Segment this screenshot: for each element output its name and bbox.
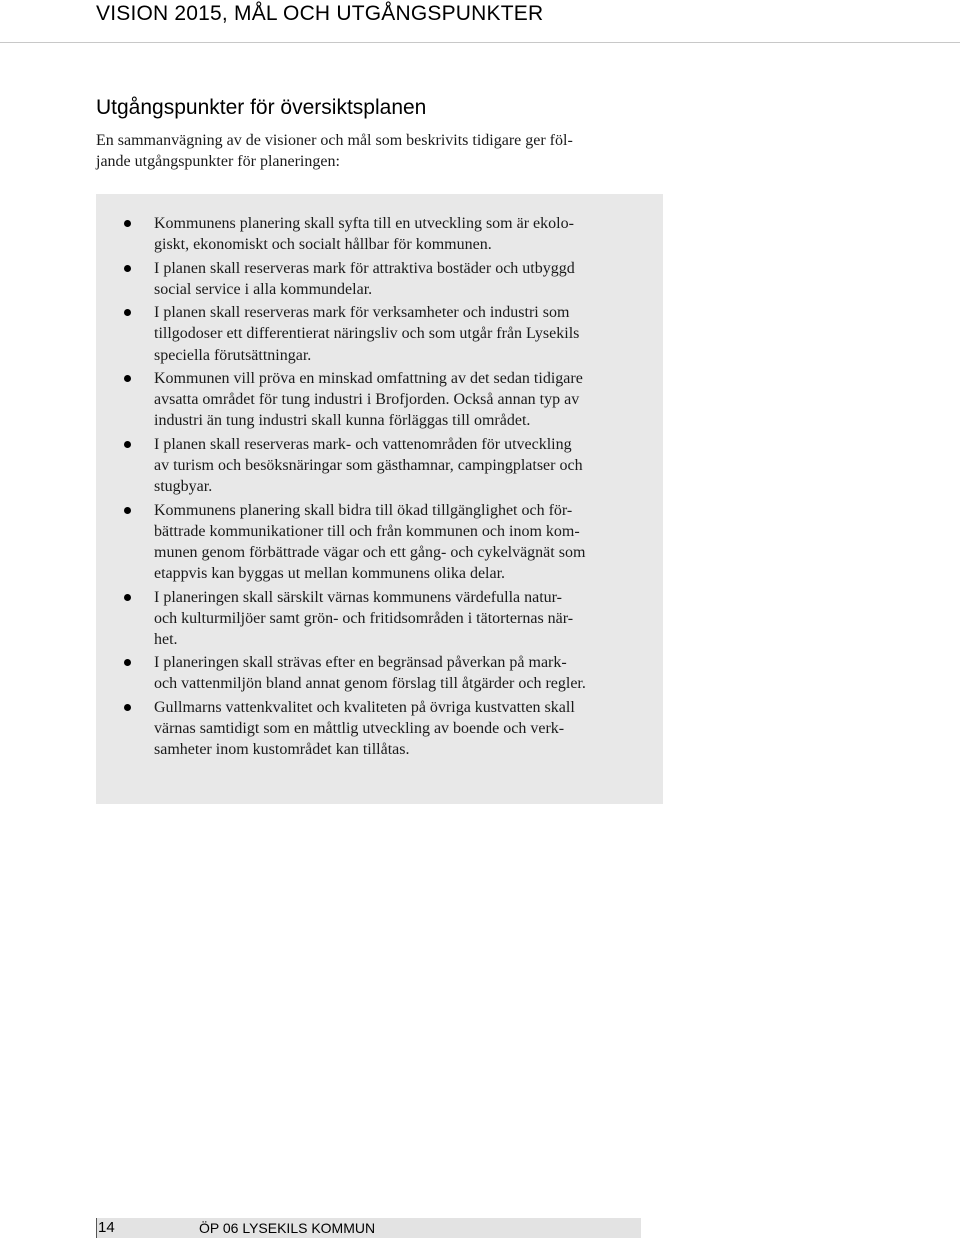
page-header-title: VISION 2015, MÅL OCH UTGÅNGSPUNKTER <box>96 2 544 25</box>
intro-line: En sammanvägning av de visioner och mål som beskrivits tidigare ger föl- <box>96 132 573 149</box>
bullet-icon <box>124 265 131 272</box>
list-item-line: och kulturmiljöer samt grön- och fritidsområden i tätorternas när- <box>154 609 574 627</box>
list-item-line: I planen skall reserveras mark för attraktiva bostäder och utbyggd <box>154 259 575 277</box>
bullet-icon <box>124 659 131 666</box>
list-item-line: stugbyar. <box>154 478 213 496</box>
list-item-line: social service i alla kommundelar. <box>154 280 373 298</box>
section-heading: Utgångspunkter för översiktsplanen <box>96 96 427 119</box>
list-item-line: Kommunen vill pröva en minskad omfattning av det sedan tidigare <box>154 370 583 388</box>
bullet-icon <box>124 220 131 227</box>
list-item-line: etappvis kan byggas ut mellan kommunens olika delar. <box>154 565 506 582</box>
starting-points-list <box>96 213 663 763</box>
list-item-line: I planeringen skall särskilt värnas kommunens värdefulla natur- <box>154 588 562 606</box>
list-item <box>96 697 663 760</box>
bullet-icon <box>124 441 131 448</box>
list-item-line: munen genom förbättrade vägar och ett gång- och cykelvägnät som <box>154 543 586 561</box>
intro-line: jande utgångspunkter för planeringen: <box>96 152 340 170</box>
page-number: 14 <box>98 1219 115 1236</box>
list-item-line: av turism och besöksnäringar som gästhamnar, campingplatser och <box>154 457 583 475</box>
list-item-line: samheter inom kustområdet kan tillåtas. <box>154 741 410 759</box>
bullet-icon <box>124 309 131 316</box>
list-item-line: speciella förutsättningar. <box>154 346 312 364</box>
list-item-line: värnas samtidigt som en måttlig utveckling av boende och verk- <box>154 720 565 738</box>
list-item <box>96 213 663 255</box>
bullet-icon <box>124 507 131 514</box>
bullet-icon <box>124 375 131 382</box>
intro-paragraph <box>96 131 656 172</box>
list-item-line: bättrade kommunikationer till och från kommunen och inom kom- <box>154 522 580 540</box>
list-item <box>96 500 663 584</box>
list-item-line: giskt, ekonomiskt och socialt hållbar för kommunen. <box>154 236 492 254</box>
list-item-line: Kommunens planering skall syfta till en utveckling som är ekolo- <box>154 215 574 232</box>
list-item-line: Gullmarns vattenkvalitet och kvaliteten på övriga kustvatten skall <box>154 699 575 717</box>
list-item-line: Kommunens planering skall bidra till ökad tillgänglighet och för- <box>154 501 573 519</box>
list-item <box>96 587 663 650</box>
list-item-line: avsatta området för tung industri i Brofjorden. Också annan typ av <box>154 391 580 409</box>
header-divider <box>0 42 960 43</box>
list-item <box>96 368 663 431</box>
bullet-icon <box>124 594 131 601</box>
starting-points-box <box>96 194 663 804</box>
list-item <box>96 258 663 300</box>
list-item-line: I planen skall reserveras mark för verksamheter och industri som <box>154 304 570 322</box>
list-item-line: I planeringen skall strävas efter en begränsad påverkan på mark- <box>154 654 567 672</box>
list-item-line: och vattenmiljön bland annat genom förslag till åtgärder och regler. <box>154 675 586 693</box>
bullet-icon <box>124 704 131 711</box>
list-item-line: het. <box>154 630 178 648</box>
list-item-line: industri än tung industri skall kunna förläggas till området. <box>154 412 531 430</box>
list-item-line: I planen skall reserveras mark- och vattenområden för utveckling <box>154 435 572 453</box>
list-item <box>96 434 663 497</box>
list-item <box>96 302 663 365</box>
list-item <box>96 652 663 694</box>
footer-divider <box>96 1218 97 1238</box>
footer-document-title: ÖP 06 LYSEKILS KOMMUN <box>199 1220 376 1236</box>
list-item-line: tillgodoser ett differentierat näringsliv och som utgår från Lysekils <box>154 325 580 343</box>
page-footer <box>96 1218 641 1238</box>
